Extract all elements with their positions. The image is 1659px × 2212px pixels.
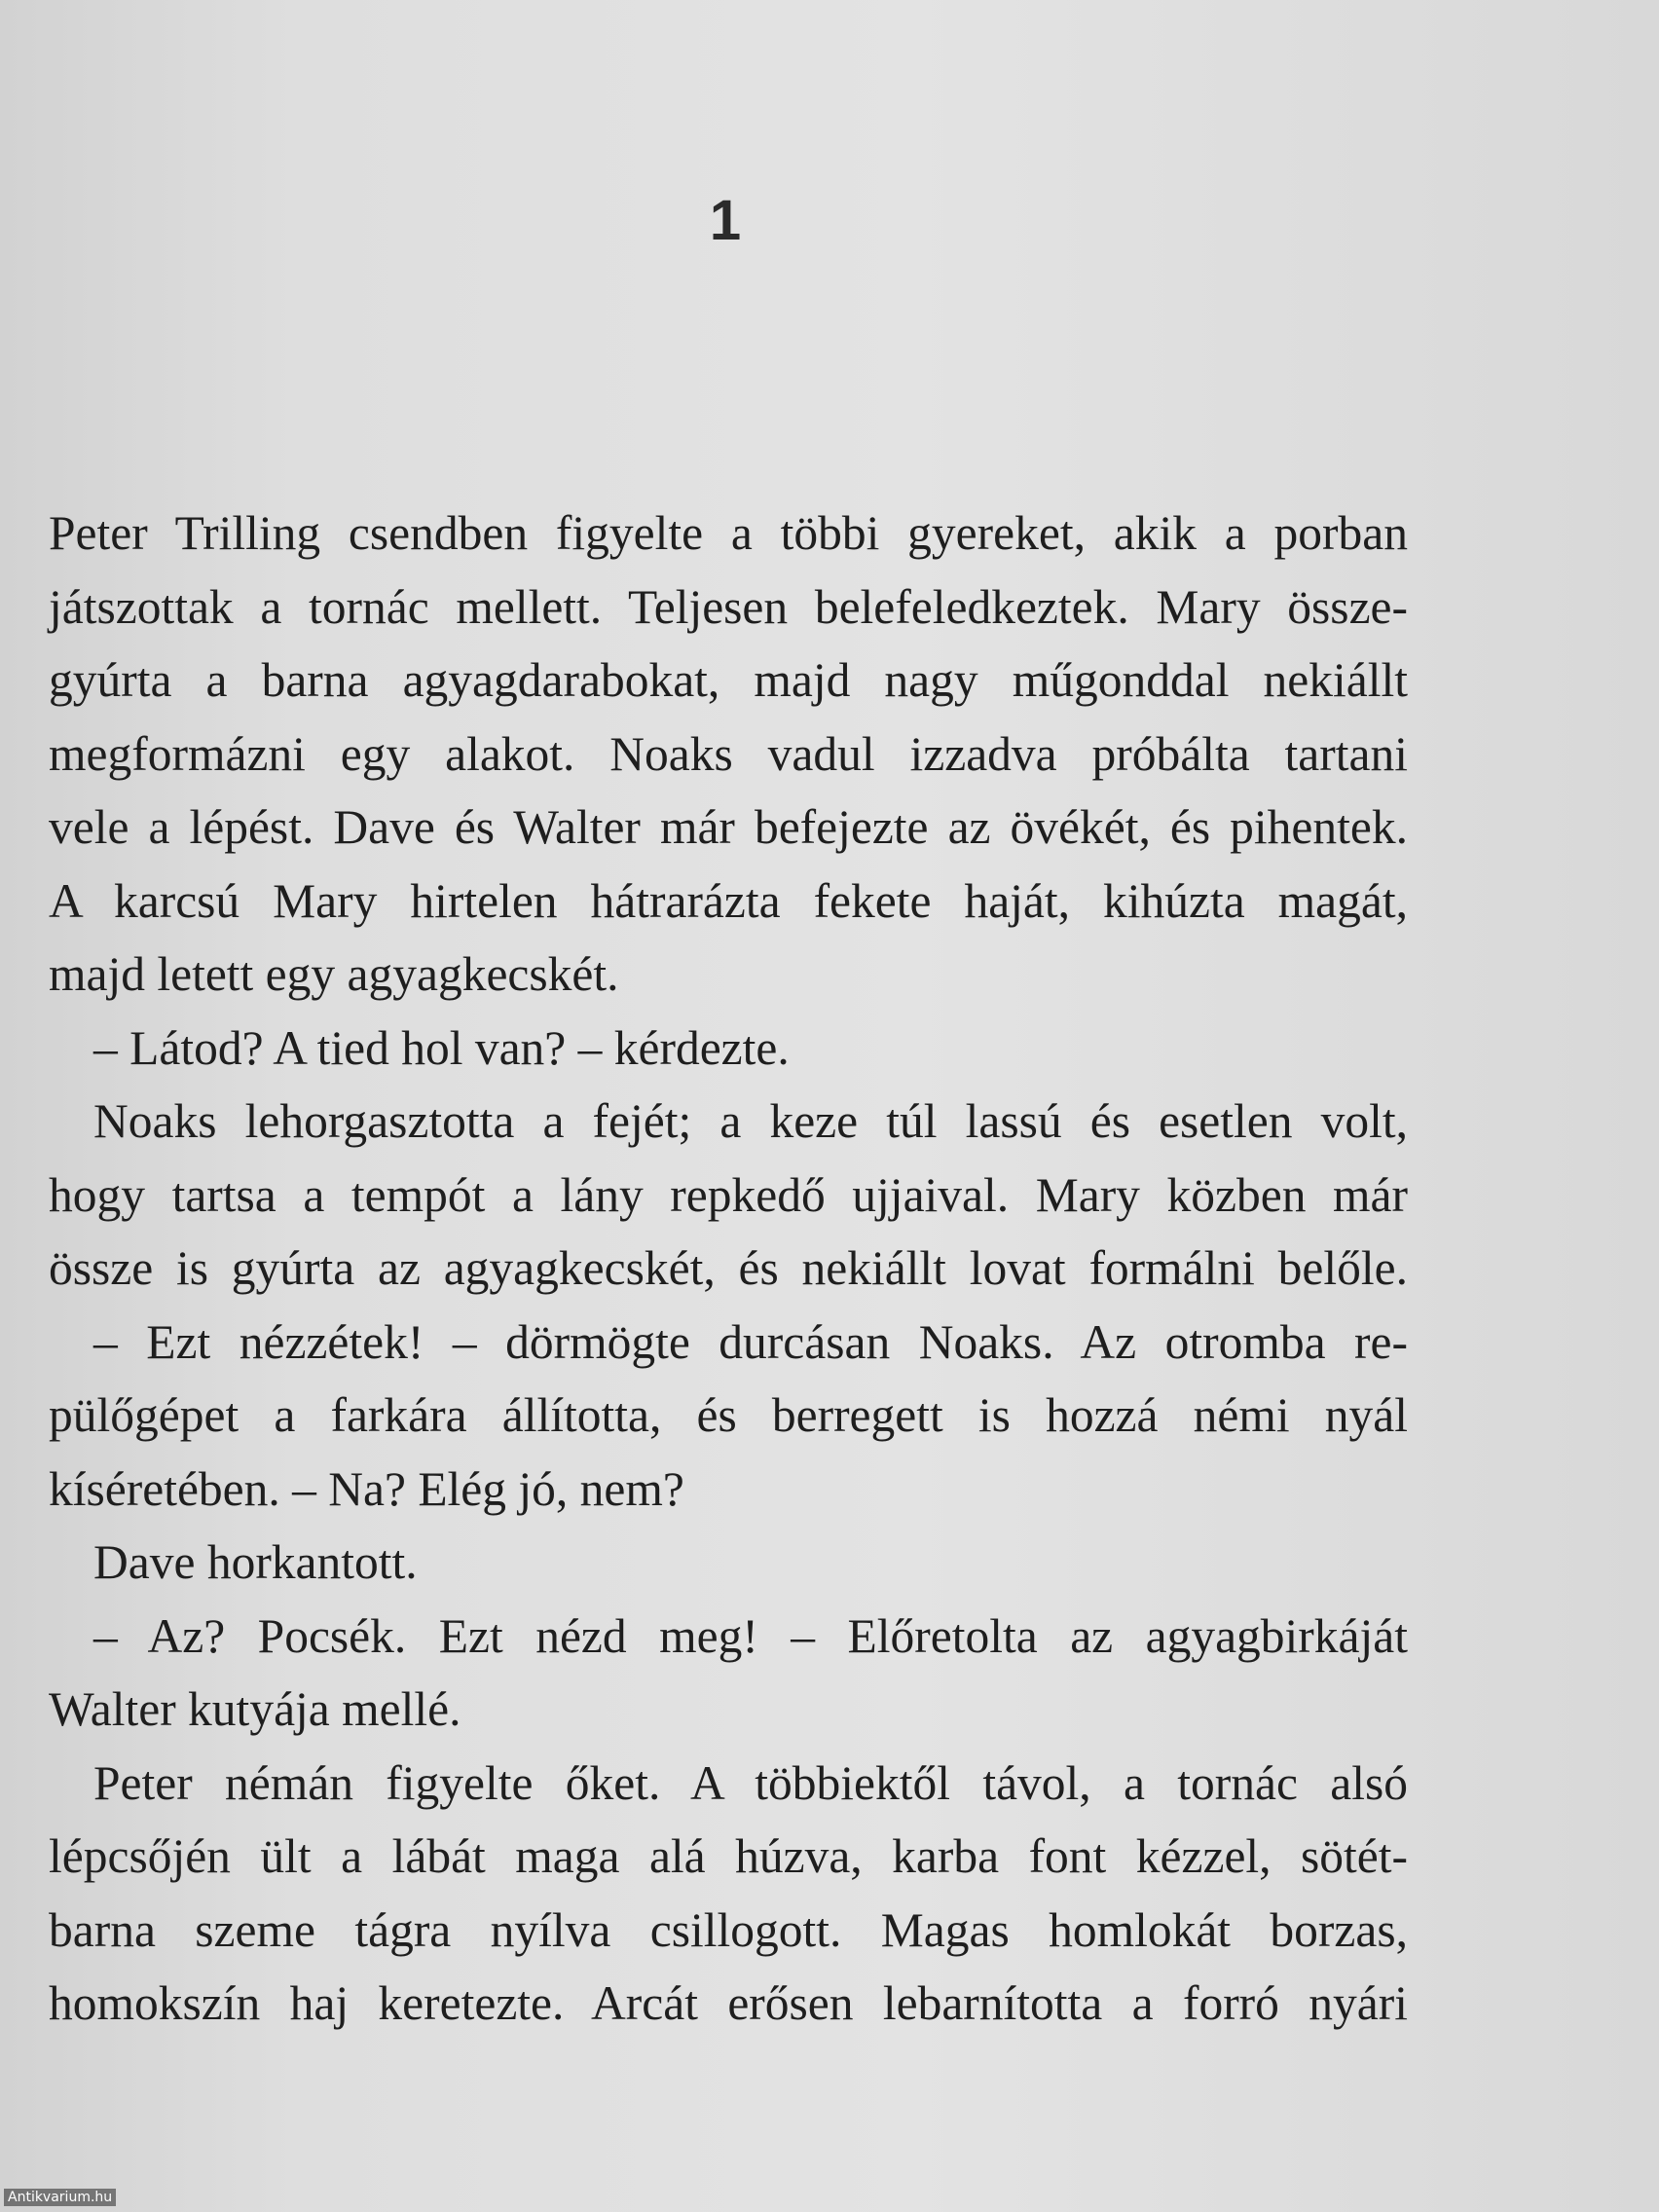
text-line: Noaks lehorgasztotta a fejét; a keze túl lassú és esetlen volt,	[93, 1094, 1408, 1148]
show-through-text	[526, 117, 1402, 487]
text-line: majd letett egy agyagkecskét.	[49, 947, 619, 1001]
text-line: össze is gyúrta az agyagkecskét, és nekiállt lovat formálni belőle.	[49, 1241, 1408, 1295]
text-line: Dave horkantott.	[93, 1535, 418, 1589]
text-line: játszottak a tornác mellett. Teljesen belefeledkeztek. Mary össze-	[49, 579, 1408, 634]
text-line: megformázni egy alakot. Noaks vadul izzadva próbálta tartani	[49, 726, 1408, 781]
text-line: homokszín haj keretezte. Arcát erősen lebarnította a forró nyári	[49, 1976, 1408, 2030]
text-line: Peter némán figyelte őket. A többiektől távol, a tornác alsó	[93, 1755, 1408, 1810]
text-line: pülőgépet a farkára állította, és berregett is hozzá némi nyál	[49, 1388, 1408, 1442]
chapter-number: 1	[709, 189, 742, 252]
text-line: Walter kutyája mellé.	[49, 1682, 461, 1736]
watermark: Antikvarium.hu	[4, 2189, 116, 2206]
text-line: vele a lépést. Dave és Walter már befejezte az övékét, és pihentek.	[49, 800, 1408, 854]
text-line: lépcsőjén ült a lábát maga alá húzva, karba font kézzel, sötét-	[49, 1829, 1408, 1883]
body-text	[49, 497, 1408, 2041]
text-line: kíséretében. – Na? Elég jó, nem?	[49, 1461, 684, 1516]
text-line: – Látod? A tied hol van? – kérdezte.	[93, 1020, 790, 1075]
text-line: gyúrta a barna agyagdarabokat, majd nagy műgonddal nekiállt	[49, 653, 1408, 707]
text-line: A karcsú Mary hirtelen hátrarázta fekete haját, kihúzta magát,	[49, 873, 1408, 928]
text-line: hogy tartsa a tempót a lány repkedő ujjaival. Mary közben már	[49, 1167, 1408, 1222]
text-line: Peter Trilling csendben figyelte a többi gyereket, akik a porban	[49, 506, 1408, 560]
text-line: barna szeme tágra nyílva csillogott. Magas homlokát borzas,	[49, 1902, 1408, 1957]
text-line: – Az? Pocsék. Ezt nézd meg! – Előretolta az agyagbirkáját	[93, 1608, 1408, 1663]
text-line: – Ezt nézzétek! – dörmögte durcásan Noaks. Az otromba re-	[93, 1314, 1408, 1369]
